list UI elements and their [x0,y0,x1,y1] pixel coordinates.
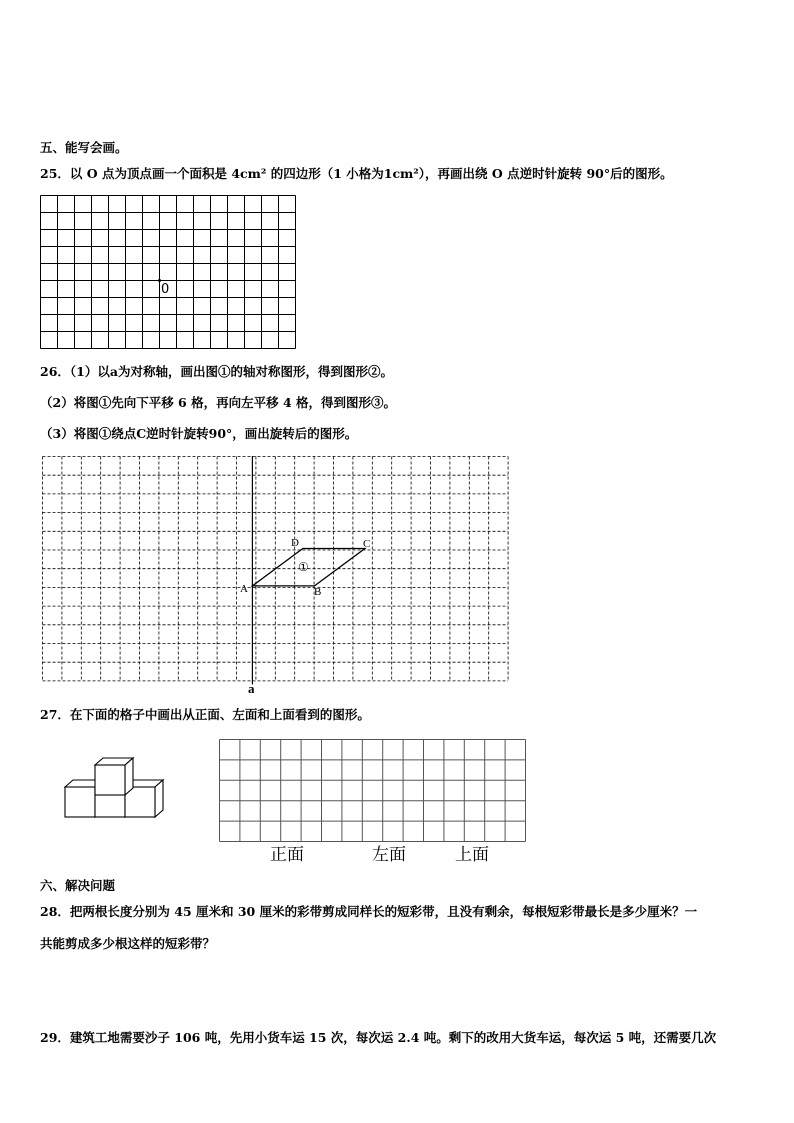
vertex-c-label: C [363,538,371,550]
question-26-part2: （2）将图①先向下平移 6 格，再向左平移 4 格，得到图形③。 [40,395,397,410]
question-27-grid[interactable] [219,739,525,842]
section-title-6: 六、解决问题 [40,878,116,893]
question-28-line2: 共能剪成多少根这样的短彩带？ [40,936,216,951]
question-28-line1: 28．把两根长度分别为 45 厘米和 30 厘米的彩带剪成同样长的短彩带，且没有剩余，每根短彩带最长是多少厘米？一 [40,904,698,919]
point-o-label: 0 [161,282,170,297]
vertex-b-label: B [314,586,322,598]
question-29-line1: 29．建筑工地需要沙子 106 吨，先用小货车运 15 次，每次运 2.4 吨。剩下的改用大货车运，每次运 5 吨，还需要几次 [40,1030,717,1045]
question-27-text: 27．在下面的格子中画出从正面、左面和上面看到的图形。 [40,707,370,722]
cube-stack-figure [64,756,164,820]
axis-a-label: a [248,681,255,696]
shape-1-label: ① [298,560,309,574]
section-title-5: 五、能写会画。 [40,140,128,155]
caption-top-view: 上面 [455,845,489,865]
caption-front-view: 正面 [270,845,304,865]
vertex-a-label: A [240,583,248,595]
question-25-grid[interactable] [40,195,300,349]
caption-left-view: 左面 [372,845,406,865]
question-26-grid[interactable] [42,456,509,682]
question-26-part1: 26．（1）以a为对称轴，画出图①的轴对称图形，得到图形②。 [40,364,393,379]
question-26-part3: （3）将图①绕点C逆时针旋转90°，画出旋转后的图形。 [40,426,358,441]
vertex-d-label: D [291,537,299,549]
question-25-text: 25．以 O 点为顶点画一个面积是 4cm² 的四边形（1 小格为1cm²），再画出绕 O 点逆时针旋转 90°后的图形。 [40,166,673,181]
